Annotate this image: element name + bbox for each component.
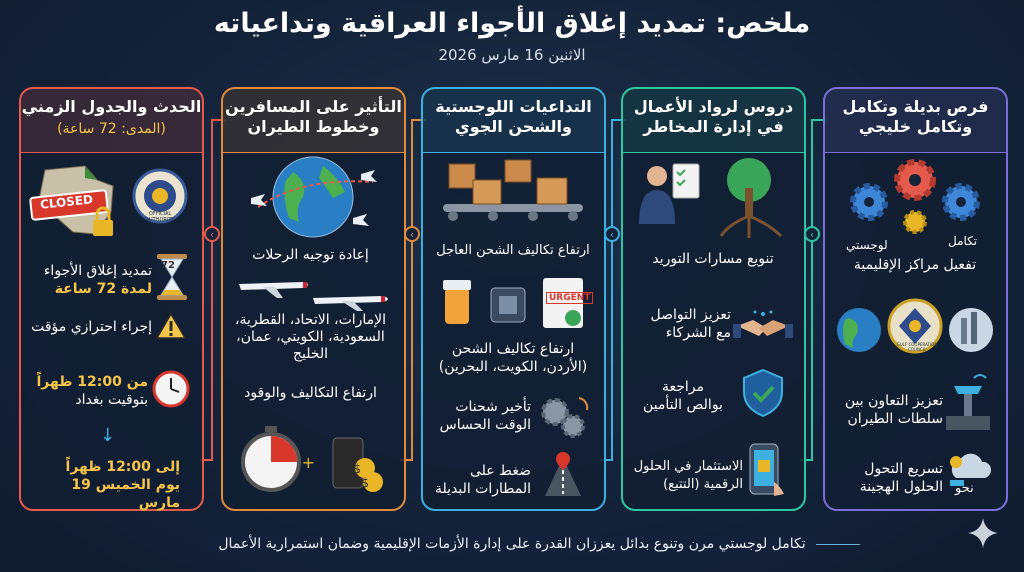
shipping-costs-text: ارتفاع تكاليف الشحن (الأردن، الكويت، البحرين) [438,341,588,375]
shield-check-icon [740,366,786,418]
arrow-cap: › [404,226,420,242]
card-header [423,89,604,153]
reroute-text: إعادة توجيه الرحلات [252,247,369,263]
svg-text:$: $ [361,476,369,490]
delay-text: تأخير شحنات الوقت الحساس [439,399,531,433]
card-header [223,89,404,153]
hourglass-number: 72 [161,260,175,271]
urgent-tag: URGENT [546,292,593,304]
warning-icon [156,312,186,340]
gears-delay-icon [535,392,591,442]
communication-text: تعزيز التواصل مع الشركاء [650,307,731,341]
hybrid-word: نحو [955,481,974,496]
hybrid-text: تسريع التحول الحلول الهجينة [859,461,943,495]
card-title: الحدث والجدول الزمني [21,97,202,116]
handshake-icon [733,310,793,350]
seal-text: OFFICIAL AUTHORITY [145,211,175,223]
businessman-tree-icon [633,158,793,240]
regional-hubs-text: تفعيل مراكز الإقليمية [853,257,977,273]
closed-sign-text: CLOSED [39,192,94,212]
card-header [21,89,202,153]
insurance-text: مراجعة بوالص التأمين [643,379,723,413]
clock-icon [152,370,190,408]
precaution-text: إجراء احترازي مؤقت [31,319,152,335]
card-title-line2: في إدارة المخاطر [643,117,784,136]
extend-closure-text: تمديد إغلاق الأجواء لمدة 72 ساعة [43,263,152,297]
gear-label-right: تكامل [948,234,978,248]
card-title-line1: فرص بديلة وتكامل [842,97,989,116]
arrow-cap: › [204,226,220,242]
sparkle-icon [966,516,1000,550]
cooperation-text: تعزيز التعاون بين سلطات الطيران [844,393,943,427]
gear-label-left: لوجستي [846,238,888,252]
alt-airports-text: ضغط على المطارات البديلة [434,463,531,497]
duration-label: (المدى: 72 ساعة) [57,121,166,137]
card-header [825,89,1006,153]
airport-runway-icon [535,450,591,500]
down-arrow-icon: ↓ [100,425,116,446]
start-time-text: من 12:00 ظهراً بتوقيت بغداد [36,374,148,408]
card-header [623,89,804,153]
arrow-cap: › [804,226,820,242]
card-title-line1: دروس لرواد الأعمال [633,97,794,116]
card-title-line1: التأثير على المسافرين [225,97,402,116]
footer-summary: تكامل لوجستي مرن وتنوع بدائل يعززان القدرة على إدارة الأزمات الإقليمية وضمان استمرارية الأعمال [0,536,1024,552]
diversify-text: تنويع مسارات التوريد [652,251,774,267]
airline-planes-icon [233,274,393,314]
end-time-text: إلى 12:00 ظهراً يوم الخميس 19 مارس [65,459,180,511]
svg-text:$: $ [353,462,361,476]
urgent-costs-text: ارتفاع تكاليف الشحن العاجل [436,243,590,258]
stopwatch-fuel-icon [233,424,393,494]
phone-tracking-icon [744,442,790,498]
card-title-line2: وخطوط الطيران [247,117,380,136]
arrow-cap: › [604,226,620,242]
card-title-line2: والشحن الجوي [455,117,572,136]
airlines-list: الإمارات، الاتحاد، القطرية، السعودية، الكويتي، عمان، الخليج [234,312,387,362]
gcc-seal-text: GULF COOPERATION COUNCIL [896,342,938,352]
medicine-chip-document-icon [433,274,593,334]
card-title-line2: وتكامل خليجي [858,117,973,136]
svg-text:+: + [301,453,315,472]
card-title-line1: التداعيات اللوجستية [435,97,592,116]
globe-reroute-icon [233,152,393,242]
page-date: الاثنين 16 مارس 2026 [438,46,586,64]
gears-icon [835,156,995,236]
costs-text: ارتفاع التكاليف والوقود [244,385,377,401]
digital-text: الاستثمار في الحلول الرقمية (التتبع) [633,459,743,492]
conveyor-boxes-icon [433,152,593,232]
page-title: ملخص: تمديد إغلاق الأجواء العراقية وتداعياته [213,8,811,39]
control-tower-icon [946,372,992,432]
